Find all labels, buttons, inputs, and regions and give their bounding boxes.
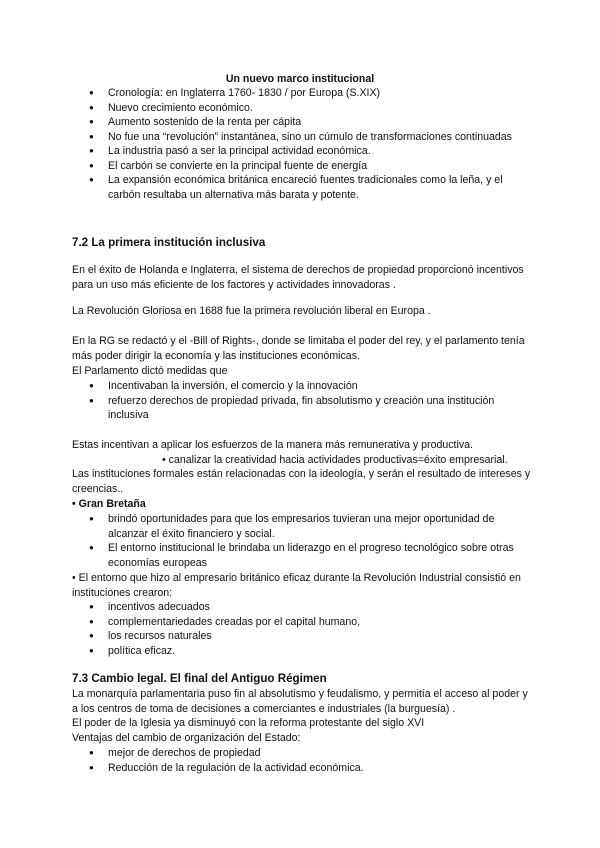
section-heading-7-2: 7.2 La primera institución inclusiva <box>72 236 266 249</box>
paragraph: En la RG se redactó y el -Bill of Rights-, donde se limitaba el poder del rey, y el parlamento tenía más poder dirigir la economía y las instituciones económicas. <box>72 335 525 362</box>
list-item: ● Aumento sostenido de la renta per cápita <box>72 115 532 130</box>
list-item: ● La expansión económica británica encareció fuentes tradicionales como la leña, y el carbón resultaba un alternativa más barata y potente. <box>72 173 532 202</box>
paragraph: • canalizar la creatividad hacia actividades productivas=éxito empresarial. <box>162 454 508 466</box>
list-item: ● los recursos naturales <box>72 629 532 644</box>
paragraph: Estas incentivan a aplicar los esfuerzos de la manera más remunerativa y productiva. <box>72 439 473 451</box>
institutions-bullet-list <box>72 600 532 658</box>
list-item: ● Incentivaban la inversión, el comercio y la innovación <box>72 379 532 394</box>
intro-bullet-list <box>72 86 532 202</box>
list-item: ● complementariedades creadas por el capital humano, <box>72 615 532 630</box>
document-title: Un nuevo marco institucional <box>225 73 375 85</box>
gran-bretana-label: • Gran Bretaña <box>72 498 146 510</box>
list-item: ● Cronología: en Inglaterra 1760- 1830 / por Europa (S.XIX) <box>72 86 532 101</box>
paragraph: La Revolución Gloriosa en 1688 fue la primera revolución liberal en Europa . <box>72 305 431 317</box>
list-item: ● mejor de derechos de propiedad <box>72 746 532 761</box>
list-item: ● brindó oportunidades para que los empresarios tuvieran una mejor oportunidad de alcanzar el éxito financiero y social. <box>72 512 532 541</box>
paragraph: En el éxito de Holanda e Inglaterra, el sistema de derechos de propiedad proporcionó incentivos para un uso más eficiente de los factores y actividades innovadoras . <box>72 264 524 291</box>
list-item: ● El carbón se convierte en la principal fuente de energía <box>72 159 532 174</box>
list-item: ● Nuevo crecimiento económico. <box>72 101 532 116</box>
measures-bullet-list <box>72 379 532 423</box>
paragraph: • El entorno que hizo al empresario británico eficaz durante la Revolución Industrial consistió en instituciones crearon: <box>72 572 521 599</box>
paragraph: La monarquía parlamentaria puso fin al absolutismo y feudalismo, y permitía el acceso al poder y a los centros de toma de decisiones a comerciantes e industriales (la burguesía) . <box>72 688 528 715</box>
advantages-bullet-list <box>72 746 532 775</box>
paragraph: Ventajas del cambio de organización del Estado: <box>72 732 301 744</box>
list-item: ● incentivos adecuados <box>72 600 532 615</box>
gb-bullet-list <box>72 512 532 570</box>
paragraph: El poder de la Iglesia ya disminuyó con la reforma protestante del siglo XVI <box>72 717 425 729</box>
list-item: ● No fue una “revolución” instantánea, sino un cúmulo de transformaciones continuadas <box>72 130 532 145</box>
list-item: ● refuerzo derechos de propiedad privada, fin absolutismo y creación una institución inclusiva <box>72 394 532 423</box>
list-item: ● La industria pasó a ser la principal actividad económica. <box>72 144 532 159</box>
section-heading-7-3: 7.3 Cambio legal. El final del Antiguo Régimen <box>72 672 327 685</box>
paragraph: Las instituciones formales están relacionadas con la ideología, y serán el resultado de intereses y creencias.. <box>72 468 531 495</box>
list-item: ● política eficaz. <box>72 644 532 659</box>
list-item: ● Reducción de la regulación de la actividad económica. <box>72 761 532 776</box>
list-item: ● El entorno institucional le brindaba un liderazgo en el progreso tecnológico sobre otras economías europeas <box>72 541 532 570</box>
paragraph: El Parlamento dictó medidas que <box>72 365 228 377</box>
